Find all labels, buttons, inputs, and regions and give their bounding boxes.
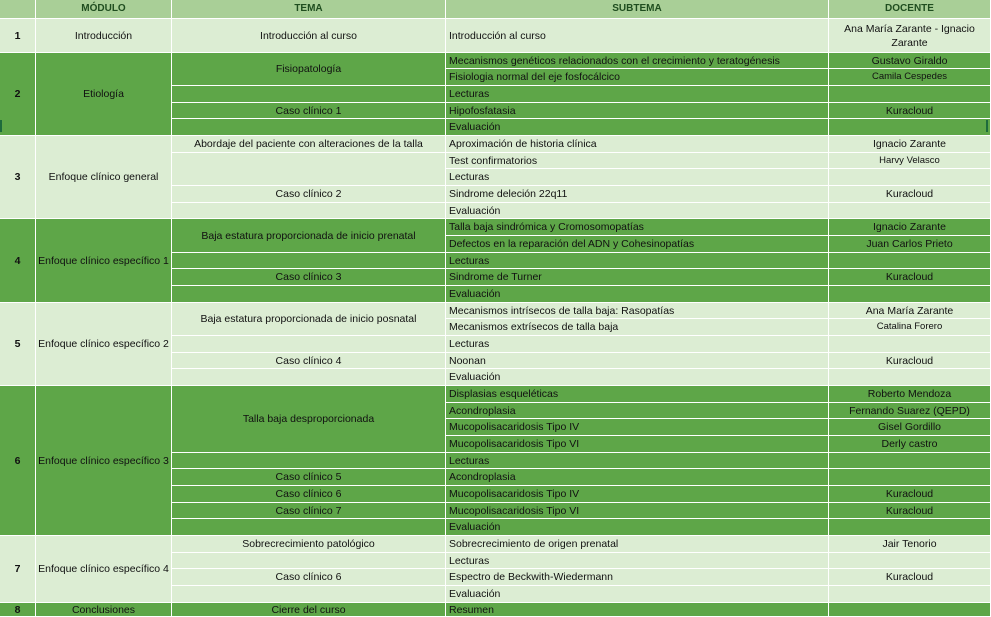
docente-cell[interactable]	[829, 603, 991, 617]
subtema-cell[interactable]: Defectos en la reparación del ADN y Cohesinopatías	[446, 236, 829, 253]
tema-cell[interactable]: Sobrecrecimiento patológico	[172, 536, 446, 553]
module-number[interactable]: 5	[0, 303, 36, 386]
docente-cell[interactable]: Derly castro	[829, 436, 991, 453]
docente-cell[interactable]	[829, 469, 991, 486]
tema-cell[interactable]: Caso clínico 1	[172, 103, 446, 119]
column-header-module[interactable]: MÓDULO	[36, 0, 172, 19]
subtema-cell[interactable]: Mucopolisacaridosis Tipo VI	[446, 436, 829, 453]
module-name[interactable]: Enfoque clínico general	[36, 136, 172, 219]
subtema-cell[interactable]: Mecanismos genéticos relacionados con el crecimiento y teratogénesis	[446, 53, 829, 69]
column-header-subtema[interactable]: SUBTEMA	[446, 0, 829, 19]
docente-cell[interactable]: Catalina Forero	[829, 319, 991, 336]
column-header-tema[interactable]: TEMA	[172, 0, 446, 19]
tema-cell[interactable]: Caso clínico 6	[172, 486, 446, 503]
module-number[interactable]: 4	[0, 219, 36, 303]
tema-cell-empty[interactable]	[172, 153, 446, 186]
docente-cell[interactable]: Roberto Mendoza	[829, 386, 991, 403]
docente-cell[interactable]	[829, 369, 991, 386]
subtema-cell[interactable]: Noonan	[446, 353, 829, 369]
module-number[interactable]: 8	[0, 603, 36, 617]
subtema-cell[interactable]: Lecturas	[446, 553, 829, 569]
docente-cell[interactable]: Ana María Zarante	[829, 303, 991, 319]
tema-cell[interactable]: Baja estatura proporcionada de inicio prenatal	[172, 219, 446, 253]
header-blank[interactable]	[0, 0, 36, 19]
subtema-cell[interactable]: Evaluación	[446, 286, 829, 303]
module-name[interactable]: Enfoque clínico específico 4	[36, 536, 172, 603]
tema-cell[interactable]: Caso clínico 5	[172, 469, 446, 486]
tema-cell[interactable]: Abordaje del paciente con alteraciones de la talla	[172, 136, 446, 153]
subtema-cell[interactable]: Evaluación	[446, 519, 829, 536]
module-number[interactable]: 6	[0, 386, 36, 536]
subtema-cell[interactable]: Acondroplasia	[446, 469, 829, 486]
subtema-cell[interactable]: Sindrome de Turner	[446, 269, 829, 286]
left-selection-marker	[0, 120, 3, 132]
subtema-cell[interactable]: Hipofosfatasia	[446, 103, 829, 119]
subtema-cell[interactable]: Evaluación	[446, 203, 829, 219]
subtema-cell[interactable]: Mecanismos intrísecos de talla baja: Rasopatías	[446, 303, 829, 319]
subtema-cell[interactable]: Lecturas	[446, 453, 829, 469]
docente-cell[interactable]	[829, 553, 991, 569]
subtema-cell[interactable]: Lecturas	[446, 336, 829, 353]
docente-cell[interactable]	[829, 336, 991, 353]
tema-cell[interactable]: Caso clínico 7	[172, 503, 446, 519]
tema-cell[interactable]: Caso clínico 6	[172, 569, 446, 586]
docente-cell[interactable]	[829, 203, 991, 219]
docente-cell[interactable]	[829, 119, 991, 136]
module-name[interactable]: Enfoque clínico específico 1	[36, 219, 172, 303]
subtema-cell[interactable]: Lecturas	[446, 169, 829, 186]
docente-cell[interactable]	[829, 586, 991, 603]
docente-cell[interactable]: Ignacio Zarante	[829, 219, 991, 236]
docente-cell[interactable]	[829, 86, 991, 103]
docente-cell[interactable]: Jair Tenorio	[829, 536, 991, 553]
column-header-docente[interactable]: DOCENTE	[829, 0, 991, 19]
module-name[interactable]: Enfoque clínico específico 3	[36, 386, 172, 536]
subtema-cell[interactable]: Fisiologia normal del eje fosfocálcico	[446, 69, 829, 86]
tema-cell-empty[interactable]	[172, 519, 446, 536]
tema-cell[interactable]: Caso clínico 4	[172, 353, 446, 369]
tema-cell-empty[interactable]	[172, 203, 446, 219]
module-number[interactable]: 3	[0, 136, 36, 219]
docente-cell[interactable]: Kuracloud	[829, 486, 991, 503]
module-name[interactable]: Etiología	[36, 53, 172, 136]
subtema-cell[interactable]: Mucopolisacaridosis Tipo IV	[446, 486, 829, 503]
docente-cell[interactable]: Kuracloud	[829, 186, 991, 203]
docente-cell[interactable]: Ana María Zarante - Ignacio Zarante	[829, 19, 991, 53]
right-selection-marker	[986, 120, 989, 132]
tema-cell[interactable]: Caso clínico 2	[172, 186, 446, 203]
docente-cell[interactable]	[829, 286, 991, 303]
docente-cell[interactable]: Juan Carlos Prieto	[829, 236, 991, 253]
tema-cell[interactable]: Fisiopatología	[172, 53, 446, 86]
tema-cell[interactable]: Baja estatura proporcionada de inicio posnatal	[172, 303, 446, 336]
tema-cell-empty[interactable]	[172, 586, 446, 603]
subtema-cell[interactable]: Evaluación	[446, 119, 829, 136]
docente-cell[interactable]: Camila Cespedes	[829, 69, 991, 86]
module-name[interactable]: Conclusiones	[36, 603, 172, 617]
subtema-cell[interactable]: Talla baja sindrómica y Cromosomopatías	[446, 219, 829, 236]
docente-cell[interactable]: Fernando Suarez (QEPD)	[829, 403, 991, 419]
subtema-cell[interactable]: Lecturas	[446, 86, 829, 103]
docente-cell[interactable]	[829, 253, 991, 269]
module-number[interactable]: 2	[0, 53, 36, 136]
tema-cell[interactable]: Cierre del curso	[172, 603, 446, 617]
subtema-cell[interactable]: Sobrecrecimiento de origen prenatal	[446, 536, 829, 553]
module-number[interactable]: 1	[0, 19, 36, 53]
tema-cell[interactable]: Introducción al curso	[172, 19, 446, 53]
docente-cell[interactable]: Kuracloud	[829, 103, 991, 119]
docente-cell[interactable]: Gisel Gordillo	[829, 419, 991, 436]
subtema-cell[interactable]: Evaluación	[446, 586, 829, 603]
tema-cell-empty[interactable]	[172, 369, 446, 386]
tema-cell-empty[interactable]	[172, 119, 446, 136]
subtema-cell[interactable]: Test confirmatorios	[446, 153, 829, 169]
tema-cell-empty[interactable]	[172, 253, 446, 269]
docente-cell[interactable]: Kuracloud	[829, 503, 991, 519]
subtema-cell[interactable]: Introducción al curso	[446, 19, 829, 53]
module-number[interactable]: 7	[0, 536, 36, 603]
subtema-cell[interactable]: Resumen	[446, 603, 829, 617]
subtema-cell[interactable]: Displasias esqueléticas	[446, 386, 829, 403]
docente-cell[interactable]: Gustavo Giraldo	[829, 53, 991, 69]
tema-cell[interactable]: Caso clínico 3	[172, 269, 446, 286]
docente-cell[interactable]: Ignacio Zarante	[829, 136, 991, 153]
subtema-cell[interactable]: Espectro de Beckwith-Wiedermann	[446, 569, 829, 586]
docente-cell[interactable]: Kuracloud	[829, 353, 991, 369]
subtema-cell[interactable]: Acondroplasia	[446, 403, 829, 419]
subtema-cell[interactable]: Mucopolisacaridosis Tipo IV	[446, 419, 829, 436]
subtema-cell[interactable]: Evaluación	[446, 369, 829, 386]
docente-cell[interactable]: Kuracloud	[829, 569, 991, 586]
docente-cell[interactable]	[829, 519, 991, 536]
subtema-cell[interactable]: Mucopolisacaridosis Tipo VI	[446, 503, 829, 519]
tema-cell-empty[interactable]	[172, 336, 446, 353]
module-name[interactable]: Enfoque clínico específico 2	[36, 303, 172, 386]
tema-cell-empty[interactable]	[172, 286, 446, 303]
subtema-cell[interactable]: Sindrome deleción 22q11	[446, 186, 829, 203]
docente-cell[interactable]: Kuracloud	[829, 269, 991, 286]
subtema-cell[interactable]: Lecturas	[446, 253, 829, 269]
tema-cell-empty[interactable]	[172, 553, 446, 569]
module-name[interactable]: Introducción	[36, 19, 172, 53]
docente-cell[interactable]	[829, 453, 991, 469]
subtema-cell[interactable]: Aproximación de historia clínica	[446, 136, 829, 153]
docente-cell[interactable]: Harvy Velasco	[829, 153, 991, 169]
docente-cell[interactable]	[829, 169, 991, 186]
subtema-cell[interactable]: Mecanismos extrísecos de talla baja	[446, 319, 829, 336]
tema-cell-empty[interactable]	[172, 453, 446, 469]
tema-cell[interactable]: Talla baja desproporcionada	[172, 386, 446, 453]
tema-cell-empty[interactable]	[172, 86, 446, 103]
